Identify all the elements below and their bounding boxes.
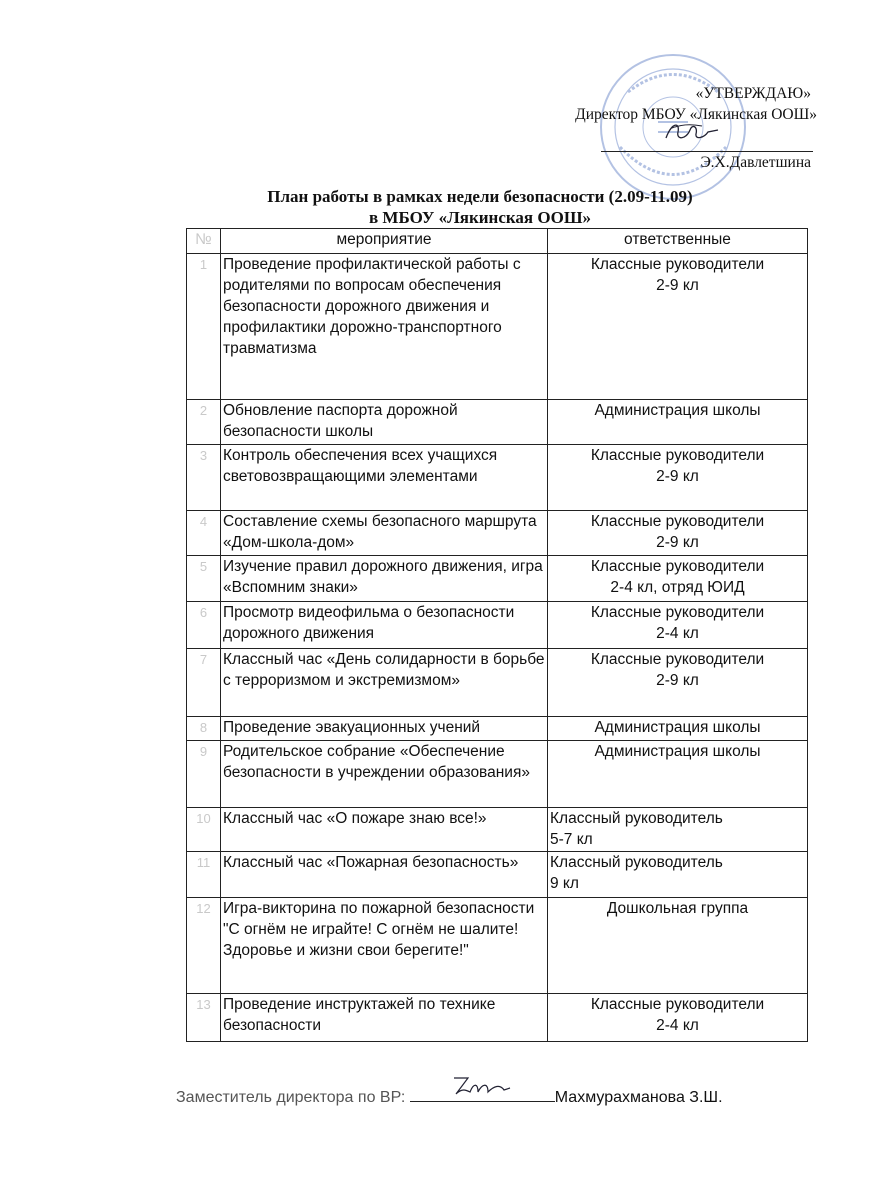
table-row — [187, 898, 808, 994]
header-activity: мероприятие — [221, 229, 548, 254]
row-activity: Игра-викторина по пожарной безопасности "С огнём не играйте! С огнём не шалите! Здоровье и жизни свои берегите!" — [221, 898, 548, 994]
document-title — [160, 186, 800, 228]
title-line-2: в МБОУ «Лякинская ООШ» — [369, 208, 591, 227]
approval-name: Э.Х.Давлетшина — [700, 154, 811, 171]
responsible-classes: 2-9 кл — [656, 468, 699, 485]
row-activity: Классный час «О пожаре знаю все!» — [221, 808, 548, 852]
row-responsible — [548, 994, 808, 1042]
deputy-title: Заместитель директора по ВР: — [176, 1089, 406, 1106]
responsible-role: Классные руководители — [590, 651, 765, 668]
row-activity: Изучение правил дорожного движения, игра «Вспомним знаки» — [221, 556, 548, 602]
responsible-role: Классные руководители — [590, 447, 765, 464]
row-number: 6 — [187, 602, 221, 649]
responsible-role: Администрация школы — [594, 402, 761, 419]
row-number: 4 — [187, 511, 221, 556]
approval-status: «УТВЕРЖДАЮ» — [695, 85, 811, 102]
responsible-classes: 5-7 кл — [550, 831, 593, 848]
row-number: 7 — [187, 649, 221, 717]
row-number: 8 — [187, 717, 221, 741]
row-activity: Составление схемы безопасного маршрута «Дом-школа-дом» — [221, 511, 548, 556]
deputy-signature — [448, 1072, 518, 1100]
table-row — [187, 254, 808, 400]
row-activity: Классный час «День солидарности в борьбе с терроризмом и экстремизмом» — [221, 649, 548, 717]
deputy-name: Махмурахманова З.Ш. — [554, 1089, 723, 1106]
responsible-classes: 2-9 кл — [656, 277, 699, 294]
responsible-role: Дошкольная группа — [606, 900, 749, 917]
table-row — [187, 649, 808, 717]
row-number: 3 — [187, 445, 221, 511]
row-number: 10 — [187, 808, 221, 852]
row-activity: Проведение эвакуационных учений — [221, 717, 548, 741]
row-number: 5 — [187, 556, 221, 602]
row-responsible — [548, 717, 808, 741]
table-row — [187, 511, 808, 556]
table-row — [187, 602, 808, 649]
table-row — [187, 400, 808, 445]
responsible-role: Классные руководители — [590, 558, 765, 575]
responsible-role: Администрация школы — [594, 743, 761, 760]
table-header-row — [187, 229, 808, 254]
row-responsible — [548, 556, 808, 602]
responsible-classes: 2-4 кл, отряд ЮИД — [610, 579, 745, 596]
deputy-signature-block — [176, 1084, 816, 1109]
deputy-signature-line — [410, 1084, 555, 1102]
title-line-1: План работы в рамках недели безопасности (2.09-11.09) — [267, 187, 693, 206]
row-number: 9 — [187, 741, 221, 808]
row-number: 11 — [187, 852, 221, 898]
row-number: 1 — [187, 254, 221, 400]
row-activity: Родительское собрание «Обеспечение безопасности в учреждении образования» — [221, 741, 548, 808]
table-row — [187, 741, 808, 808]
table-row — [187, 556, 808, 602]
row-activity: Проведение профилактической работы с родителями по вопросам обеспечения безопасности дорожного движения и профилактики дорожно-транспортного травматизма — [221, 254, 548, 400]
header-responsible: ответственные — [548, 229, 808, 254]
responsible-role: Классные руководители — [590, 513, 765, 530]
table-row — [187, 445, 808, 511]
responsible-role: Классные руководители — [590, 604, 765, 621]
responsible-classes: 2-9 кл — [656, 672, 699, 689]
responsible-classes: 9 кл — [550, 875, 579, 892]
row-activity: Проведение инструктажей по технике безопасности — [221, 994, 548, 1042]
responsible-role: Администрация школы — [594, 719, 761, 736]
row-responsible — [548, 808, 808, 852]
responsible-role: Классный руководитель — [550, 810, 723, 827]
table-row — [187, 808, 808, 852]
responsible-role: Классные руководители — [590, 256, 765, 273]
header-number: № — [187, 229, 221, 254]
table-row — [187, 852, 808, 898]
row-responsible — [548, 898, 808, 994]
row-activity: Контроль обеспечения всех учащихся световозвращающими элементами — [221, 445, 548, 511]
row-responsible — [548, 511, 808, 556]
row-responsible — [548, 445, 808, 511]
activity-plan-table — [186, 228, 808, 1042]
row-activity: Классный час «Пожарная безопасность» — [221, 852, 548, 898]
row-responsible — [548, 254, 808, 400]
approval-block — [511, 83, 817, 173]
director-signature — [662, 118, 722, 144]
table-row — [187, 994, 808, 1042]
row-activity: Просмотр видеофильма о безопасности дорожного движения — [221, 602, 548, 649]
responsible-role: Классные руководители — [590, 996, 765, 1013]
responsible-role: Классный руководитель — [550, 854, 723, 871]
row-responsible — [548, 852, 808, 898]
responsible-classes: 2-9 кл — [656, 534, 699, 551]
row-responsible — [548, 602, 808, 649]
row-activity: Обновление паспорта дорожной безопасности школы — [221, 400, 548, 445]
approval-position: Директор МБОУ «Лякинская ООШ» — [575, 106, 817, 123]
table-row — [187, 717, 808, 741]
row-number: 12 — [187, 898, 221, 994]
responsible-classes: 2-4 кл — [656, 1017, 699, 1034]
row-number: 2 — [187, 400, 221, 445]
row-responsible — [548, 741, 808, 808]
row-responsible — [548, 400, 808, 445]
responsible-classes: 2-4 кл — [656, 625, 699, 642]
row-responsible — [548, 649, 808, 717]
row-number: 13 — [187, 994, 221, 1042]
